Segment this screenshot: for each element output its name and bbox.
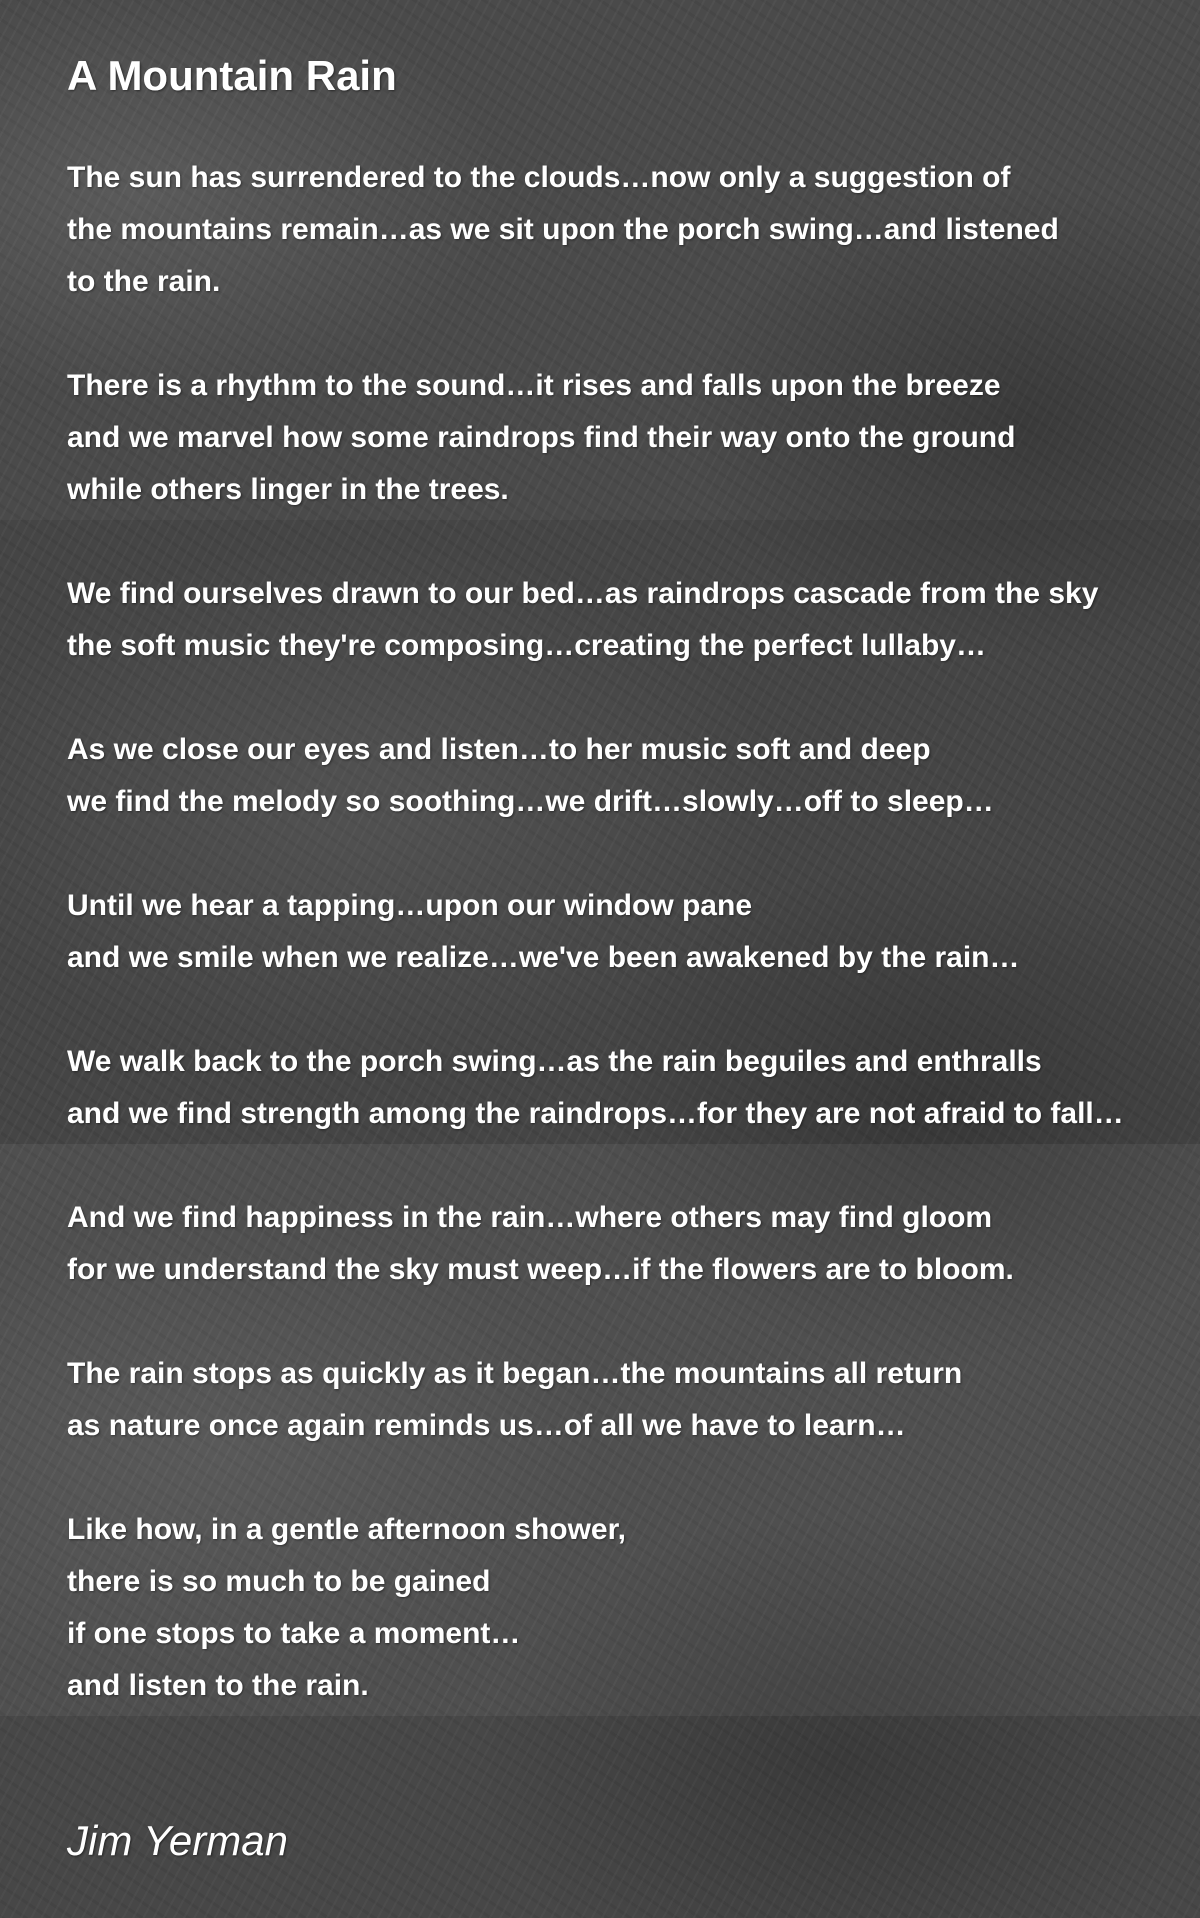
poem-stanza [67, 360, 1200, 516]
poem-line: The sun has surrendered to the clouds…now only a suggestion of [67, 161, 1011, 194]
poem-line: As we close our eyes and listen…to her music soft and deep [67, 733, 931, 766]
poem-line: if one stops to take a moment… [67, 1617, 521, 1650]
poem-stanza [67, 152, 1200, 308]
poem-line: as nature once again reminds us…of all we have to learn… [67, 1409, 906, 1442]
poem-author: Jim Yerman [67, 1817, 288, 1864]
poem-stanza [67, 724, 1200, 828]
poem-line: There is a rhythm to the sound…it rises and falls upon the breeze [67, 369, 1001, 402]
poem-line: while others linger in the trees. [67, 473, 509, 506]
poem-line: Until we hear a tapping…upon our window pane [67, 889, 753, 922]
poem-line: And we find happiness in the rain…where others may find gloom [67, 1201, 993, 1234]
poem-line: there is so much to be gained [67, 1565, 491, 1598]
poem-line: the mountains remain…as we sit upon the porch swing…and listened [67, 213, 1059, 246]
poem-line: and we find strength among the raindrops…for they are not afraid to fall… [67, 1097, 1124, 1130]
poem-line: and we marvel how some raindrops find their way onto the ground [67, 421, 1016, 454]
poem-line: We walk back to the porch swing…as the rain beguiles and enthralls [67, 1045, 1042, 1078]
poem-body [67, 152, 1200, 1764]
poem-line: we find the melody so soothing…we drift…slowly…off to sleep… [67, 785, 994, 818]
poem-line: The rain stops as quickly as it began…the mountains all return [67, 1357, 963, 1390]
poem-stanza [67, 880, 1200, 984]
poem-line: Like how, in a gentle afternoon shower, [67, 1513, 626, 1546]
poem-line: to the rain. [67, 265, 221, 298]
poem-line: for we understand the sky must weep…if the flowers are to bloom. [67, 1253, 1014, 1286]
poem-stanza [67, 1192, 1200, 1296]
poem-stanza [67, 1036, 1200, 1140]
poem-stanza [67, 1504, 1200, 1712]
poem-stanza [67, 1348, 1200, 1452]
poem-title: A Mountain Rain [67, 52, 397, 99]
poem-line: the soft music they're composing…creating the perfect lullaby… [67, 629, 986, 662]
poem-line: and we smile when we realize…we've been awakened by the rain… [67, 941, 1020, 974]
poem-line: and listen to the rain. [67, 1669, 369, 1702]
poem-stanza [67, 568, 1200, 672]
poem-line: We find ourselves drawn to our bed…as raindrops cascade from the sky [67, 577, 1099, 610]
